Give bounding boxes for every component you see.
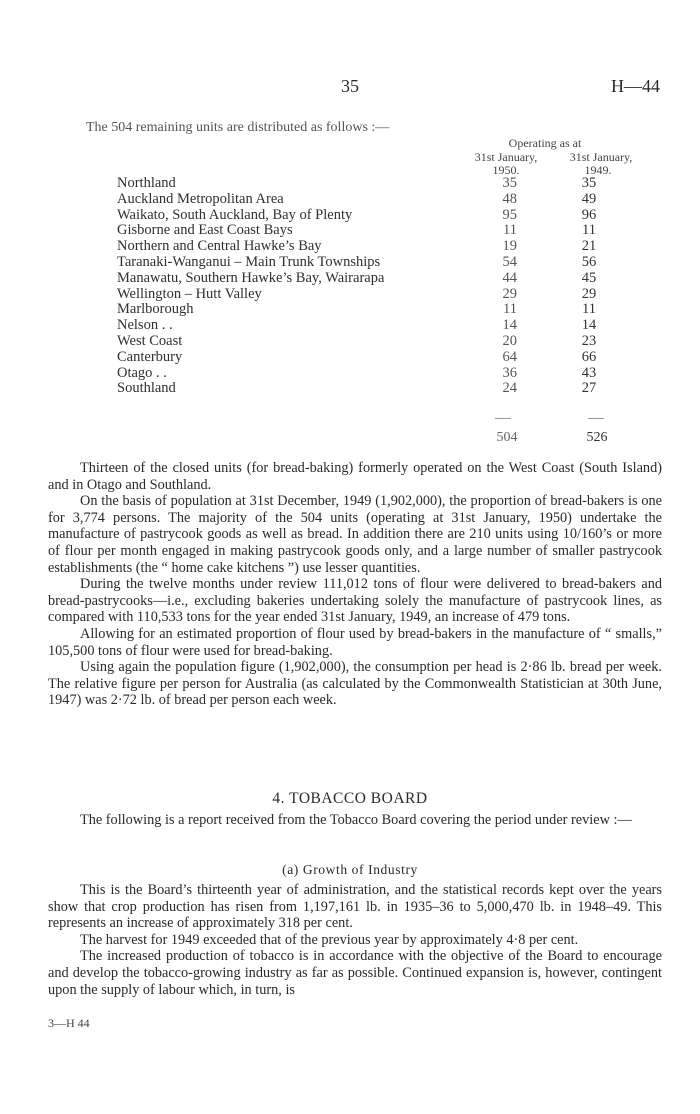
table-row — [117, 381, 637, 397]
region-name: Marlborough — [117, 301, 194, 318]
units-1949: 96 — [581, 206, 597, 223]
table-row — [117, 176, 637, 192]
units-1950: 35 — [502, 175, 517, 191]
units-1950: 44 — [502, 269, 517, 286]
region-name: Northern and Central Hawke’s Bay — [117, 238, 322, 255]
units-1949: 43 — [581, 364, 597, 381]
region-name: Canterbury — [117, 348, 183, 365]
units-1949: 49 — [581, 190, 597, 207]
units-1949: 11 — [582, 222, 596, 239]
units-1949: 27 — [581, 380, 597, 397]
region-name: Otago . . — [117, 364, 167, 381]
paragraph: Thirteen of the closed units (for bread-baking) formerly operated on the West Coast (South Island) and in Otago and Southland. — [48, 460, 662, 493]
table-row — [117, 334, 637, 350]
paragraph: This is the Board’s thirteenth year of administration, and the statistical records kept over the years show that crop production has risen from 1,197,161 lb. in 1935–36 to 5,000,470 lb. in 1948–49. This represents an increase of approximately 318 per cent. — [48, 882, 662, 932]
paragraph: During the twelve months under review 111,012 tons of flour were delivered to bread-bakers and bread-pastrycooks—i.e., excluding bakeries undertaking solely the manufacture of pastrycook lines, as compared with 110,533 tons for the year ended 31st January, 1949, an increase of 479 tons. — [48, 576, 662, 626]
table-row — [117, 208, 637, 224]
units-1949: 56 — [581, 253, 597, 270]
document-code: H—44 — [611, 76, 660, 96]
table-row — [117, 255, 637, 271]
table-row — [117, 287, 637, 303]
units-1950: 11 — [503, 301, 517, 318]
total-1950: 504 — [496, 430, 518, 445]
subsection-heading: (a) Growth of Industry — [282, 862, 418, 877]
paragraph: The following is a report received from the Tobacco Board covering the period under review :— — [80, 812, 632, 828]
section-lead — [48, 812, 662, 829]
paragraph: Allowing for an estimated proportion of flour used by bread-bakers in the manufacture of “ smalls,” 105,500 tons of flour were used for bread-baking. — [48, 625, 662, 659]
intro-line: The 504 remaining units are distributed as follows :— — [86, 120, 390, 135]
paragraph: The harvest for 1949 exceeded that of the previous year by approximately 4·8 per cent. — [80, 931, 579, 948]
total-rule — [495, 418, 511, 419]
units-1950: 29 — [502, 285, 517, 302]
units-1949: 35 — [581, 175, 597, 191]
table-row — [117, 350, 637, 366]
distribution-table — [117, 176, 637, 397]
units-1950: 14 — [502, 317, 517, 334]
paragraph: On the basis of population at 31st December, 1949 (1,902,000), the proportion of bread-bakers is one for 3,774 persons. The majority of the 504 units (operating at 31st January, 1950) undertake the manufacture of pastrycook goods as well as bread. In addition there are 210 units using 10/160’s or more of flour per month engaged in making pastrycook goods only, and a large number of smaller pastrycook establishments (the “ home cake kitchens ”) use lesser quantities. — [48, 493, 662, 576]
region-name: Taranaki-Wanganui – Main Trunk Townships — [117, 253, 381, 270]
table-row — [117, 192, 637, 208]
column-group-label: Operating as at — [508, 136, 582, 150]
region-name: Gisborne and East Coast Bays — [117, 222, 293, 239]
region-name: West Coast — [117, 332, 183, 349]
units-1950: 48 — [502, 190, 517, 207]
region-name: Waikato, South Auckland, Bay of Plenty — [117, 206, 353, 223]
column-1949-heading: 31st January, — [569, 150, 633, 164]
column-1949-year: 1949. — [584, 163, 612, 177]
units-1950: 36 — [502, 364, 517, 381]
region-name: Nelson . . — [117, 317, 173, 334]
region-name: Northland — [117, 175, 176, 191]
units-1950: 95 — [502, 206, 517, 223]
region-name: Manawatu, Southern Hawke’s Bay, Wairarapa — [117, 269, 385, 286]
units-1949: 23 — [581, 332, 597, 349]
region-name: Wellington – Hutt Valley — [117, 285, 262, 302]
units-1950: 54 — [502, 253, 517, 270]
units-1949: 14 — [581, 317, 597, 334]
body-text-tobacco — [48, 882, 662, 998]
column-1950-heading: 31st January, — [474, 150, 538, 164]
units-1949: 11 — [582, 301, 596, 318]
units-1949: 29 — [581, 285, 597, 302]
units-1950: 19 — [502, 238, 517, 255]
table-row — [117, 271, 637, 287]
body-text-bakers — [48, 460, 662, 709]
table-row — [117, 239, 637, 255]
total-1949: 526 — [586, 430, 608, 445]
region-name: Southland — [117, 380, 176, 397]
units-1950: 64 — [502, 348, 517, 365]
table-row — [117, 318, 637, 334]
region-name: Auckland Metropolitan Area — [117, 190, 284, 207]
page-footer: 3—H 44 — [48, 1016, 90, 1030]
total-rule — [588, 418, 604, 419]
units-1950: 20 — [502, 332, 517, 349]
paragraph: The increased production of tobacco is in accordance with the objective of the Board to encourage and develop the tobacco-growing industry as far as possible. Continued expansion is, however, contingent upon the supply of labour which, in turn, is — [48, 948, 662, 998]
units-1950: 24 — [502, 380, 517, 397]
table-row — [117, 366, 637, 382]
units-1949: 21 — [581, 238, 597, 255]
paragraph: Using again the population figure (1,902,000), the consumption per head is 2·86 lb. bread per week. The relative figure per person for Australia (as calculated by the Commonwealth Statistician at 30th June, 1947) was 2·72 lb. of bread per person each week. — [48, 659, 662, 709]
page-number: 35 — [341, 76, 359, 96]
units-1949: 45 — [581, 269, 597, 286]
section-title: 4. TOBACCO BOARD — [272, 790, 428, 807]
table-row — [117, 223, 637, 239]
column-1950-year: 1950. — [492, 163, 520, 177]
units-1949: 66 — [581, 348, 597, 365]
units-1950: 11 — [503, 222, 517, 239]
table-row — [117, 302, 637, 318]
